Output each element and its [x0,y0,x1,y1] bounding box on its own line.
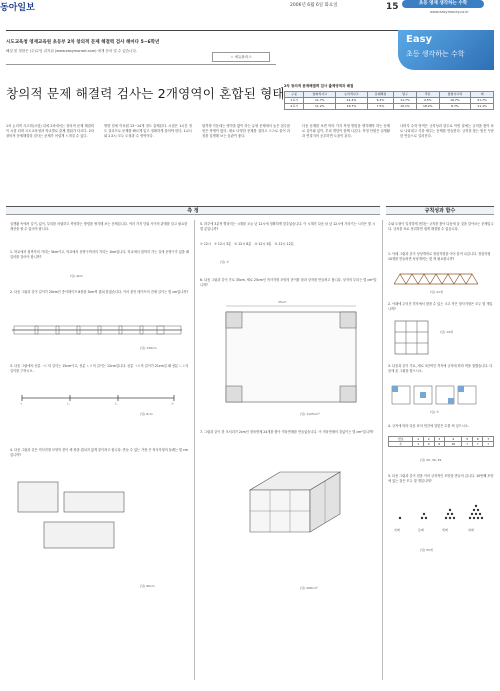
section-badge-title: Easy [406,34,433,45]
question-5-options [200,242,378,247]
option[interactable]: ④ 12시 9분 [254,242,272,246]
site-url[interactable]: www.easymoney.co.kr [430,10,469,14]
question-4: 4. 다음 그림과 같은 직사각형 모양의 종이 세 장을 겹치지 않게 붙이려고 합니다. 만들 수 있는 가장 큰 직사각형의 둘레는 몇 cm입니까? [10,448,188,457]
grid-figure [394,320,430,356]
rectangle-figure [14,478,134,558]
table-cell: 16 [445,442,462,447]
question-6-answer: (답) 1125cm³ [300,412,320,416]
matchstick-figure [392,272,490,286]
table-cell: 7.5% [367,104,393,110]
section-header-measure: 측 정 [6,206,380,215]
figure-dimension: 35cm [278,300,287,304]
newspaper-logo: 동아일보 [0,3,35,13]
table-cell: 3 [434,437,445,442]
table-header: 문제해결 [367,92,393,98]
table-cell: 16.7% [336,104,368,110]
publication-date: 2006년 6월 6일 화요일 [290,3,338,8]
question-3-answer: (답) 6cm [140,412,153,416]
table-cell: 7 [483,437,494,442]
table-header: 논리적사고 [336,92,368,98]
intro-column-2: 방향 밑에 이처럼 13~14개 정도 출제된다. 시험은 1시간 정도 걸리므로 문제를 빠르게 읽고 정확하게 풀어야 한다. 1교시와 2교시 모두 도형과 수 영역이다. [104,124,192,139]
table-cell: 16.7% [439,98,471,104]
table-cell: 5 [462,437,473,442]
table-header: 창의적사고 [304,92,336,98]
option[interactable]: ③ 12시 6분 [234,242,252,246]
dot-label: 첫째 [394,528,400,532]
rule-question-1-answer: (답) 21개 [430,290,443,294]
sponsor-rule [6,64,276,65]
table-row [389,442,494,447]
question-5-answer: (답) ② [220,260,229,264]
rule-question-5-answer: (답) 55개 [420,548,433,552]
table-cell: 2 [423,437,434,442]
table-cell: 4 [423,442,434,447]
table-cell: ? [472,442,483,447]
segment-label: ㄷ [115,402,119,406]
segment-label: ㄴ [67,402,71,406]
question-2-answer: (답) 139cm [140,346,157,350]
page-number: 15 [386,2,399,12]
segment-label: ㄹ [171,402,175,406]
question-7-answer: (답) 208cm² [300,586,318,590]
section-header-rule: 규칙성과 함수 [386,206,494,215]
section-badge-subtitle: 초등 생각하는 수학 [406,50,465,58]
dot-label: 넷째 [468,528,474,532]
question-7: 7. 그림과 같이 한 모서리가 2cm인 정육면체 24개를 쌓아 직육면체를 만들었습니다. 이 직육면체의 겉넓이는 몇 cm²입니까? [200,430,374,434]
table-header: 탐구 [394,92,417,98]
rule-question-4: 4. 규칙에 따라 다음 표의 빈칸에 알맞은 수를 써 넣으시오. [388,424,469,428]
table-cell: 51.7% [471,98,494,104]
table-cell: 11.2% [304,104,336,110]
table-cell: 수 [389,442,413,447]
column-divider [382,220,383,680]
table-cell: ? [462,442,473,447]
table-cell: 11.1% [471,104,494,110]
table-cell: 번호 [389,437,413,442]
cube-stack-figure [240,460,360,540]
option[interactable]: ① 12시 [200,242,212,246]
intro-column-4: 다음 문제를 보면 여러 가지 측정 방법을 생각해야 하는 문제로 길이와 넓이, 부피 개념이 함께 나온다. 측정 단원은 실생활과 연결지어 공부하면 도움이 된다. [302,124,390,139]
rule-question-5: 5. 다음 그림과 같이 점을 이어 규칙적인 모양을 만들어 갑니다. 10번째 모양에 있는 점은 모두 몇 개입니까? [388,474,494,483]
table-cell: 2교시 [285,104,304,110]
intro-column-1: 1차 논리적 사고력(시험) 뒤에 2차에서는 창의적 문제 해결력이 시험 되며 시도교육청과 학교별로 출제 범위가 다르다. 2차 창의적 문제해결력 검사는 문제가 어렵게 느껴질 수 있다. [6,124,94,139]
rule-question-1: 1. 아래 그림과 같이 성냥개비로 정삼각형을 이어 붙여 나갑니다. 정삼각형 10개를 만들려면 성냥개비는 몇 개 필요합니까? [388,252,491,261]
question-2: 2. 다음 그림과 같이 길이가 20cm인 종이테이프 8장을 3cm씩 겹쳐 붙였습니다. 이어 붙인 테이프의 전체 길이는 몇 cm입니까? [10,290,189,294]
score-table-title: 2차 창의적 문제해결력 검사 출제영역과 배점 [284,84,354,88]
table-header: 계 [471,92,494,98]
measure-intro: 실생활 속에서 길이, 넓이, 부피를 어림하고 측정하는 방법을 생각해 보는 문제입니다. 여러 가지 단위 사이의 관계를 알고 필요한 계산을 할 수 있어야 합니다. [10,222,188,231]
table-header: 종합사고력 [439,92,471,98]
table-row [285,104,494,110]
column-divider [194,220,195,680]
table-cell: 6 [472,437,483,442]
segment-figure [18,392,178,408]
table-cell: ? [483,442,494,447]
table-cell: 11.7% [304,98,336,104]
rule-intro: 수와 도형이 일정하게 변하는 규칙을 찾아 다음에 올 것을 알아보는 문제입니다. 규칙을 표로 정리하면 쉽게 해결할 수 있습니다. [388,222,494,231]
rule-question-2: 2. 아래에 주어진 격자에서 찾을 수 있는 크고 작은 정사각형은 모두 몇 개입니까? [388,302,493,311]
sequence-table [388,436,494,447]
dot-label: 둘째 [418,528,424,532]
table-cell: 11.7% [394,98,417,104]
sponsor-note: 해설 및 정답은 (주)무엇 쥐지워 (www.easymonsel.com) 에게 문의 및 수 있습니다. [6,49,137,53]
table-cell: 21.4% [336,98,368,104]
intro-column-3: 합격생 가운데는 생각을 많이 하는 유형 문제에서 높은 점수를 얻은 학생이 많다. 평소 다양한 문제를 접하고 스스로 풀이 과정을 설명해 보는 습관이 좋다. [202,124,291,139]
intro-column-5: 나머지 수학 영역은 규칙성과 함수로 이번 달에는 규칙을 찾아 표로 나타내고 식을 세우는 문제를 연습한다. 규칙을 찾는 힘은 꾸준한 연습으로 길러진다. [400,124,494,139]
table-cell: 1 [413,442,424,447]
table-cell: 10.1% [394,104,417,110]
segment-label: ㄱ [19,402,23,406]
table-cell: 18.2% [416,104,439,110]
sponsor-logo: ☆ 에듀플러스 [212,52,270,62]
dot-label: 셋째 [442,528,448,532]
score-table [284,91,494,110]
table-cell: 1 [413,437,424,442]
question-1: 1. 학교에서 집까지의 거리는 5km이고, 학교에서 문방구까지의 거리는 1km입니다. 학교에서 집까지 가는 길에 문방구가 있을 때 얼마를 걸어야 합니까? [10,250,189,259]
option[interactable]: ② 12시 3분 [214,242,232,246]
box-net-figure [206,300,376,410]
table-cell: 8.7% [439,104,471,110]
page-headline: 창의적 문제 해결력 검사는 2개영역이 혼합된 형태 [6,86,285,101]
table-cell: 4.5% [416,98,439,104]
table-cell: 1교시 [285,98,304,104]
question-1-answer: (답) 4km [70,274,83,278]
table-header: 추론 [416,92,439,98]
dot-pattern-figure [390,502,494,526]
option[interactable]: ⑤ 12시 12분 [274,242,294,246]
edition-tag: 초등 영재 생각하는 수학 [402,0,484,8]
table-header: 구분 [285,92,304,98]
rule-question-2-answer: (답) 14개 [440,330,453,334]
rule-question-4-answer: (답) 25, 36, 49 [420,458,442,462]
question-3: 3. 다음 그림에서 선분 ㄱㄷ의 길이는 15cm이고, 선분 ㄴㄹ의 길이는 12cm입니다. 선분 ㄱㄹ의 길이가 21cm일 때 선분 ㄴㄷ의 길이를 구하시오. [10,364,189,373]
question-5: 5. 하루에 3분씩 빨라지는 시계를 오늘 낮 12시에 정확하게 맞추었습니다. 이 시계가 다음 날 낮 12시에 가리키는 시각은 몇 시 몇 분입니까? [200,222,376,231]
table-cell: 9 [434,442,445,447]
question-4-answer: (답) 96cm [140,584,155,588]
table-cell: 4 [445,437,462,442]
tape-figure [12,318,182,340]
sponsor-headline: 시도교육청 영재교육원 초등부 2차 창의적 문제 해결력 검사 해마다 5~6학년 [6,40,160,45]
pattern-figure [390,384,494,406]
table-cell: 6.3% [367,98,393,104]
rule-question-3-answer: (답) ③ [430,410,439,414]
rule-question-3: 3. 다음과 같이 가로, 세로 3칸씩인 격자에 규칙에 따라 색을 칠했습니다. 다음에 올 그림을 찾으시오. [388,364,493,373]
question-6: 6. 다음 그림과 같이 가로 35cm, 세로 25cm인 직사각형 모양의 종이를 잘라 상자를 만들려고 합니다. 상자의 부피는 몇 cm³입니까? [200,278,377,287]
